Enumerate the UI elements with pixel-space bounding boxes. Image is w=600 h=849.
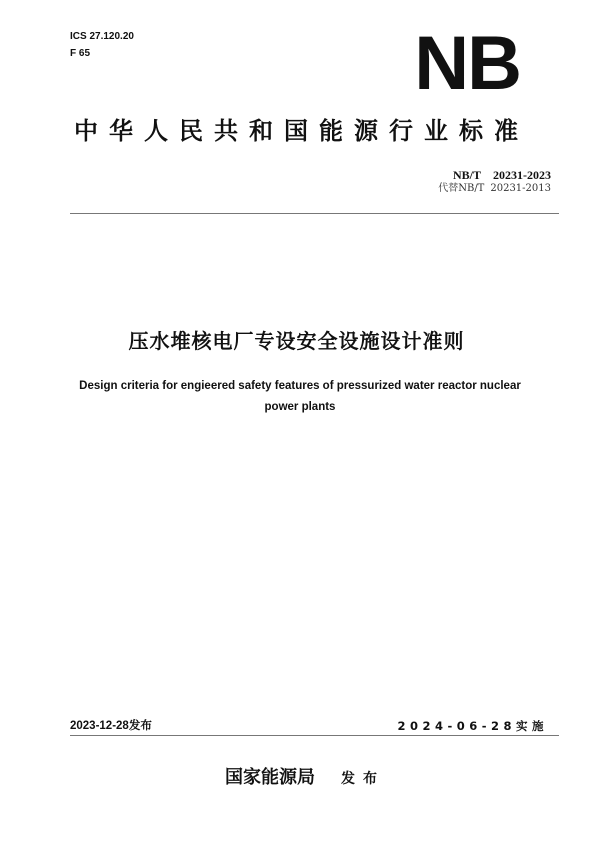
publisher-name: 国家能源局 bbox=[225, 767, 315, 788]
standard-code bbox=[453, 168, 551, 182]
replaces-number: 20231-2013 bbox=[490, 183, 551, 194]
replaces-prefix: 代替NB/T bbox=[438, 183, 485, 194]
document-title-english-line2: power plants bbox=[264, 401, 336, 413]
bottom-divider bbox=[70, 735, 559, 736]
document-title-english bbox=[60, 376, 540, 418]
replaces-code bbox=[438, 182, 551, 195]
document-title-chinese: 压水堆核电厂专设安全设施设计准则 bbox=[128, 329, 465, 353]
publish-label: 发布 bbox=[341, 771, 385, 787]
nb-logo: NB bbox=[414, 21, 520, 106]
document-title-english-line1: Design criteria for engieered safety features of pressurized water reactor nuclear bbox=[79, 380, 521, 392]
standard-code-number: 20231-2023 bbox=[493, 168, 551, 182]
classification-code: F 65 bbox=[70, 48, 91, 59]
implementation-date: 2024-06-28实施 bbox=[397, 719, 548, 733]
standard-code-prefix: NB/T bbox=[452, 168, 481, 182]
issue-date: 2023-12-28发布 bbox=[70, 720, 152, 732]
publisher-line bbox=[0, 766, 600, 791]
ics-code: ICS 27.120.20 bbox=[70, 31, 134, 42]
standard-category-title: 中华人民共和国能源行业标准 bbox=[74, 117, 529, 145]
top-divider bbox=[70, 213, 559, 214]
